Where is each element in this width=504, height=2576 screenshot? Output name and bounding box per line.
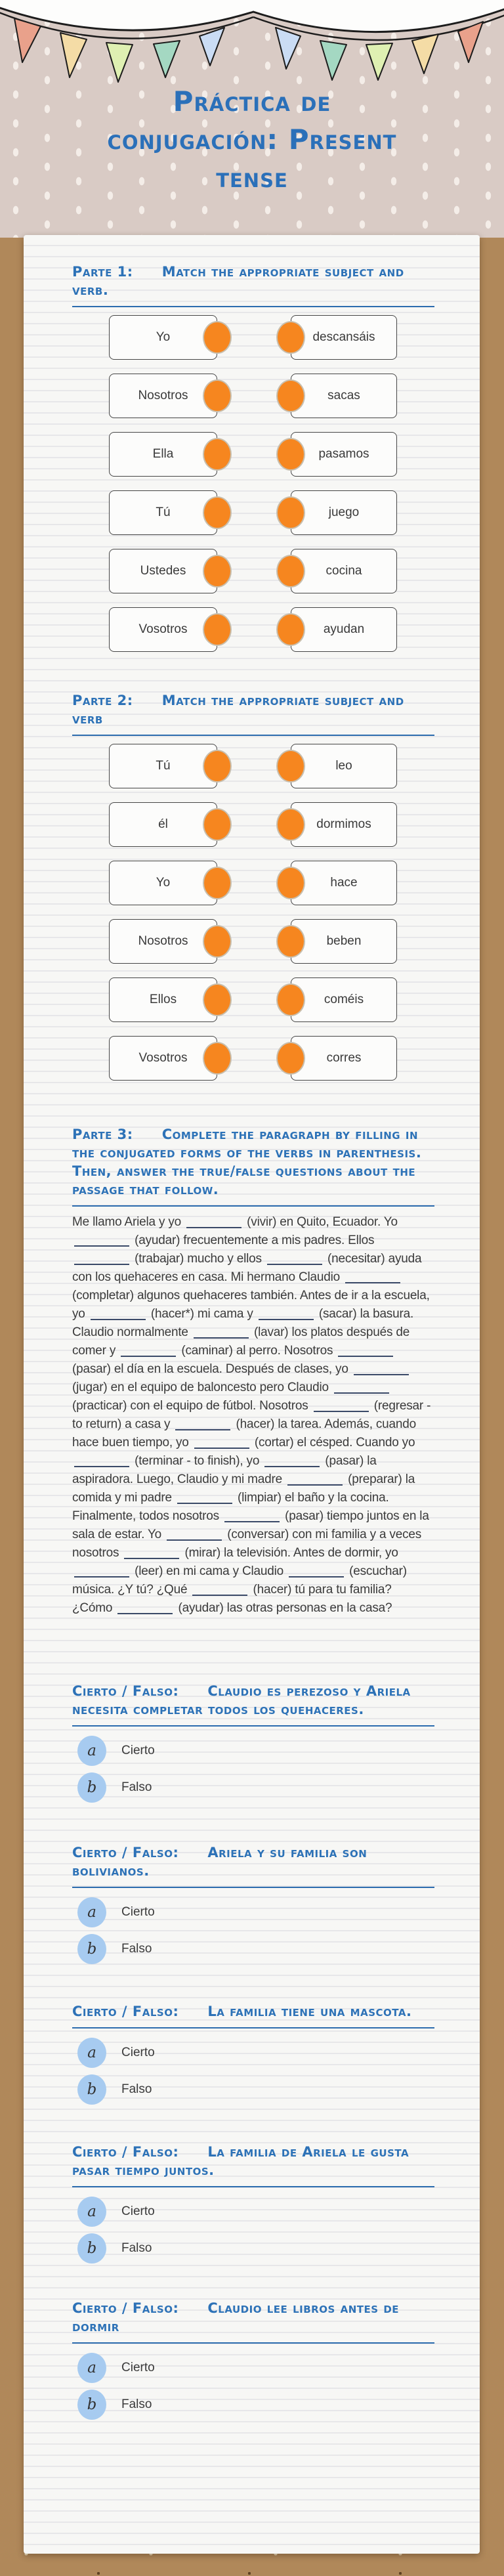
options-list	[72, 1736, 434, 1803]
question-block	[72, 2143, 434, 2264]
question-text: Claudio es perezoso y Ariela necesita completar todos los quehaceres.	[72, 1683, 411, 1717]
option-label[interactable]: Falso	[121, 1780, 152, 1794]
parte3-instruction: Complete the paragraph by filling in the conjugated forms of the verbs in parenthesis. Then, answer the true/false questions about the passage that follow.	[72, 1127, 422, 1197]
match-connector-dot-left[interactable]	[203, 1042, 232, 1075]
match-connector-dot-left[interactable]	[203, 750, 232, 783]
match-right-box: descansáis	[291, 315, 397, 360]
match-connector-dot-right[interactable]	[276, 983, 305, 1016]
option-label[interactable]: Cierto	[121, 2361, 155, 2374]
question-block	[72, 2299, 434, 2420]
question-text: La familia de Ariela le gusta pasar tiempo juntos.	[72, 2144, 410, 2178]
match-connector-dot-right[interactable]	[276, 555, 305, 588]
option-row[interactable]	[72, 2233, 434, 2264]
parte2-matching-widget	[72, 744, 434, 1081]
fill-blank-input[interactable]	[167, 1530, 222, 1541]
match-row	[72, 374, 434, 418]
match-right-box: pasamos	[291, 432, 397, 477]
parte2-heading	[72, 691, 434, 736]
match-row	[72, 802, 434, 847]
option-row[interactable]	[72, 1772, 434, 1803]
option-label[interactable]: Falso	[121, 2241, 152, 2255]
option-letter-circle[interactable]: a	[77, 2197, 106, 2227]
match-connector-dot-right[interactable]	[276, 321, 305, 354]
question-text: Ariela y su familia son bolivianos.	[72, 1845, 368, 1879]
fill-blank-input[interactable]	[175, 1420, 230, 1430]
match-left-box: Tú	[109, 490, 217, 535]
fill-blank-input[interactable]	[74, 1255, 129, 1265]
match-left-box: Vosotros	[109, 1036, 217, 1081]
match-connector-dot-left[interactable]	[203, 925, 232, 958]
question-heading	[72, 2002, 434, 2029]
fill-blank-input[interactable]	[224, 1512, 280, 1522]
option-row[interactable]	[72, 2353, 434, 2383]
match-left-box: Tú	[109, 744, 217, 788]
fill-blank-input[interactable]	[91, 1310, 146, 1320]
parte1-matching-widget	[72, 315, 434, 652]
fill-blank-input[interactable]	[264, 1457, 320, 1467]
match-connector-dot-right[interactable]	[276, 613, 305, 646]
fill-blank-input[interactable]	[338, 1346, 393, 1357]
match-connector-dot-right[interactable]	[276, 925, 305, 958]
options-list	[72, 2353, 434, 2420]
match-row	[72, 549, 434, 593]
question-label: Cierto / Falso:	[72, 1845, 179, 1860]
question-text: Claudio lee libros antes de dormir	[72, 2300, 400, 2334]
worksheet-card	[24, 235, 480, 2554]
options-list	[72, 1897, 434, 1964]
match-right-box: juego	[291, 490, 397, 535]
question-block	[72, 1682, 434, 1803]
options-list	[72, 2197, 434, 2264]
match-row	[72, 744, 434, 788]
match-right-box: coméis	[291, 977, 397, 1022]
fill-blank-input[interactable]	[267, 1255, 322, 1265]
option-letter-circle[interactable]: a	[77, 2038, 106, 2068]
option-letter-circle[interactable]: b	[77, 1934, 106, 1964]
match-right-box: cocina	[291, 549, 397, 593]
option-row[interactable]	[72, 2197, 434, 2227]
match-connector-dot-left[interactable]	[203, 496, 232, 529]
match-left-box: Nosotros	[109, 374, 217, 418]
title-line-1: Práctica de	[173, 85, 331, 118]
fill-blank-input[interactable]	[74, 1567, 129, 1578]
fill-blank-input[interactable]	[354, 1365, 409, 1375]
parte2-instruction: Match the appropriate subject and verb	[72, 693, 404, 727]
match-right-box: dormimos	[291, 802, 397, 847]
match-right-box: sacas	[291, 374, 397, 418]
fill-blank-input[interactable]	[192, 1585, 247, 1596]
question-text: La familia tiene una mascota.	[207, 2004, 412, 2019]
match-connector-dot-right[interactable]	[276, 750, 305, 783]
option-label[interactable]: Falso	[121, 2397, 152, 2411]
match-connector-dot-left[interactable]	[203, 867, 232, 899]
match-row	[72, 1036, 434, 1081]
option-letter-circle[interactable]: a	[77, 1897, 106, 1927]
option-letter-circle[interactable]: b	[77, 1772, 106, 1803]
scallop-banner-top	[0, 0, 504, 32]
match-connector-dot-right[interactable]	[276, 1042, 305, 1075]
match-connector-dot-left[interactable]	[203, 438, 232, 471]
match-left-box: él	[109, 802, 217, 847]
question-label: Cierto / Falso:	[72, 2004, 179, 2019]
match-left-box: Yo	[109, 861, 217, 905]
question-heading	[72, 2299, 434, 2344]
parte1-heading	[72, 263, 434, 307]
question-block	[72, 1843, 434, 1964]
match-connector-dot-left[interactable]	[203, 808, 232, 841]
match-right-box: leo	[291, 744, 397, 788]
match-left-box: Ustedes	[109, 549, 217, 593]
option-letter-circle[interactable]: b	[77, 2390, 106, 2420]
option-label[interactable]: Cierto	[121, 2046, 155, 2059]
question-heading	[72, 1682, 434, 1727]
fill-blank-input[interactable]	[259, 1310, 314, 1320]
match-connector-dot-right[interactable]	[276, 379, 305, 412]
match-right-box: hace	[291, 861, 397, 905]
match-right-box: ayudan	[291, 607, 397, 652]
option-letter-circle[interactable]: b	[77, 2233, 106, 2264]
parte2-label: Parte 2:	[72, 693, 133, 708]
title-line-3: tense	[216, 161, 288, 194]
fill-blank-input[interactable]	[124, 1549, 179, 1559]
option-label[interactable]: Falso	[121, 2082, 152, 2096]
question-label: Cierto / Falso:	[72, 1683, 179, 1699]
match-connector-dot-left[interactable]	[203, 379, 232, 412]
option-row[interactable]	[72, 1897, 434, 1927]
title-line-2: conjugación: Present	[107, 123, 397, 156]
parte1-instruction: Match the appropriate subject and verb.	[72, 264, 404, 298]
question-heading	[72, 2143, 434, 2187]
match-right-box: beben	[291, 919, 397, 964]
match-connector-dot-left[interactable]	[203, 983, 232, 1016]
question-block	[72, 2002, 434, 2105]
match-left-box: Yo	[109, 315, 217, 360]
option-label[interactable]: Cierto	[121, 1905, 155, 1919]
match-row	[72, 977, 434, 1022]
match-row	[72, 315, 434, 360]
question-label: Cierto / Falso:	[72, 2144, 179, 2160]
option-label[interactable]: Cierto	[121, 2204, 155, 2218]
fill-blank-input[interactable]	[177, 1493, 232, 1504]
parte1-label: Parte 1:	[72, 264, 133, 280]
worksheet-title	[0, 83, 504, 197]
match-connector-dot-left[interactable]	[203, 555, 232, 588]
match-connector-dot-right[interactable]	[276, 808, 305, 841]
fill-blank-input[interactable]	[345, 1273, 400, 1283]
match-left-box: Nosotros	[109, 919, 217, 964]
match-row	[72, 490, 434, 535]
match-row	[72, 861, 434, 905]
fill-blank-input[interactable]	[314, 1402, 369, 1412]
fill-blank-input[interactable]	[289, 1567, 344, 1578]
match-left-box: Ellos	[109, 977, 217, 1022]
fill-blank-input[interactable]	[186, 1218, 242, 1228]
question-heading	[72, 1843, 434, 1888]
option-row[interactable]	[72, 1934, 434, 1964]
question-label: Cierto / Falso:	[72, 2300, 179, 2316]
match-connector-dot-right[interactable]	[276, 867, 305, 899]
fill-blank-input[interactable]	[194, 1328, 249, 1339]
match-connector-dot-right[interactable]	[276, 496, 305, 529]
match-right-box: corres	[291, 1036, 397, 1081]
parte3-label: Parte 3:	[72, 1127, 133, 1142]
parte3-heading	[72, 1125, 434, 1207]
options-list	[72, 2038, 434, 2105]
match-row	[72, 432, 434, 477]
match-row	[72, 919, 434, 964]
match-left-box: Vosotros	[109, 607, 217, 652]
match-connector-dot-left[interactable]	[203, 613, 232, 646]
match-connector-dot-left[interactable]	[203, 321, 232, 354]
option-row[interactable]	[72, 2074, 434, 2105]
fill-blank-input[interactable]	[117, 1604, 173, 1614]
option-label[interactable]: Cierto	[121, 1744, 155, 1757]
fill-blank-input[interactable]	[194, 1438, 249, 1449]
bunting-flags-decoration	[0, 0, 504, 92]
option-letter-circle[interactable]: b	[77, 2074, 106, 2105]
fill-blank-input[interactable]	[74, 1236, 129, 1247]
fill-blank-input[interactable]	[334, 1383, 389, 1394]
match-connector-dot-right[interactable]	[276, 438, 305, 471]
option-letter-circle[interactable]: a	[77, 2353, 106, 2383]
option-row[interactable]	[72, 2038, 434, 2068]
option-letter-circle[interactable]: a	[77, 1736, 106, 1766]
match-row	[72, 607, 434, 652]
option-label[interactable]: Falso	[121, 1942, 152, 1956]
option-row[interactable]	[72, 2390, 434, 2420]
fill-in-paragraph: Me llamo Ariela y yo (vivir) en Quito, Ecuador. Yo (ayudar) frecuentemente a mis padres. Ellos (trabajar) mucho y ellos (necesitar) ayuda con los quehaceres en casa. Mi hermano Claudio (completar) algunos quehaceres también. Antes de ir a la escuela, yo (hacer*) mi cama y (sacar) la basura. Claudio normalmente (lavar) los platos después de comer y (caminar) al perro. Nosotros (pasar) el día en la escuela. Después de clases, yo (jugar) en el equipo de baloncesto pero Claudio (practicar) con el equipo de fútbol. Nosotros (regresar - to return) a casa y (hacer) la tarea. Además, cuando hace buen tiempo, yo (cortar) el césped. Cuando yo (terminar - to finish), yo (pasar) la aspiradora. Luego, Claudio y mi madre (preparar) la comida y mi padre (limpiar) el baño y la cocina. Finalmente, todos nosotros (pasar) tiempo juntos en la sala de estar. Yo (conversar) con mi familia y a veces nosotros (mirar) la televisión. Antes de dormir, yo (leer) en mi cama y Claudio (escuchar) música. ¿Y tú? ¿Qué (hacer) tú para tu familia? ¿Cómo (ayudar) las otras personas en la casa?	[72, 1215, 431, 1615]
option-row[interactable]	[72, 1736, 434, 1766]
fill-blank-input[interactable]	[121, 1346, 176, 1357]
fill-blank-input[interactable]	[287, 1475, 343, 1486]
match-left-box: Ella	[109, 432, 217, 477]
fill-blank-input[interactable]	[74, 1457, 129, 1467]
